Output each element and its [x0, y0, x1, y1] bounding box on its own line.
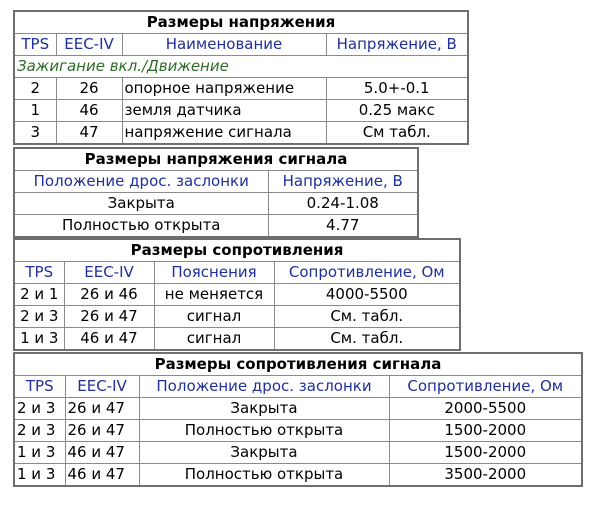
header-tps: TPS	[14, 262, 64, 284]
header-eec: EEC-IV	[56, 34, 122, 56]
cell-voltage: 5.0+-0.1	[326, 78, 468, 100]
cell-resistance: 3500-2000	[389, 464, 582, 487]
cell-notes: не меняется	[154, 284, 274, 306]
cell-eec: 26 и 46	[64, 284, 154, 306]
header-resistance: Сопротивление, Ом	[389, 376, 582, 398]
cell-tps: 3	[14, 122, 56, 145]
cell-throttle-position: Закрыта	[139, 398, 389, 420]
cell-notes: сигнал	[154, 306, 274, 328]
cell-tps: 2 и 3	[14, 420, 65, 442]
table-row	[14, 464, 582, 487]
header-voltage: Напряжение, В	[326, 34, 468, 56]
cell-eec: 26	[56, 78, 122, 100]
table-title: Размеры напряжения	[14, 11, 468, 34]
cell-resistance: 1500-2000	[389, 420, 582, 442]
table-header-row	[14, 171, 418, 193]
table-row	[14, 193, 418, 215]
cell-tps: 2 и 3	[14, 306, 64, 328]
cell-throttle-position: Полностью открыта	[139, 420, 389, 442]
cell-throttle-position: Закрыта	[14, 193, 268, 215]
table-header-row	[14, 262, 460, 284]
table-row	[14, 398, 582, 420]
voltage-table	[13, 10, 469, 145]
table-row	[14, 100, 468, 122]
table-title-row	[14, 353, 582, 376]
header-tps: TPS	[14, 376, 65, 398]
table-title-row	[14, 148, 418, 171]
cell-name: напряжение сигнала	[122, 122, 326, 145]
table-row	[14, 215, 418, 238]
table-subheader-row	[14, 56, 468, 78]
table-title: Размеры напряжения сигнала	[14, 148, 418, 171]
header-notes: Пояснения	[154, 262, 274, 284]
cell-throttle-position: Закрыта	[139, 442, 389, 464]
table-title: Размеры сопротивления	[14, 239, 460, 262]
cell-resistance: 1500-2000	[389, 442, 582, 464]
condition-label: Зажигание вкл./Движение	[14, 56, 468, 78]
signal-voltage-table	[13, 147, 419, 238]
cell-eec: 26 и 47	[65, 398, 139, 420]
cell-voltage: См табл.	[326, 122, 468, 145]
table-header-row	[14, 376, 582, 398]
cell-tps: 2	[14, 78, 56, 100]
cell-voltage: 0.24-1.08	[268, 193, 418, 215]
cell-tps: 1 и 3	[14, 442, 65, 464]
table-row	[14, 306, 460, 328]
table-header-row	[14, 34, 468, 56]
cell-eec: 26 и 47	[65, 420, 139, 442]
cell-eec: 46	[56, 100, 122, 122]
table-title: Размеры сопротивления сигнала	[14, 353, 582, 376]
cell-name: земля датчика	[122, 100, 326, 122]
table-title-row	[14, 11, 468, 34]
cell-eec: 46 и 47	[65, 464, 139, 487]
header-name: Наименование	[122, 34, 326, 56]
table-row	[14, 78, 468, 100]
cell-resistance: См. табл.	[274, 328, 460, 351]
table-row	[14, 284, 460, 306]
cell-voltage: 0.25 макс	[326, 100, 468, 122]
table-row	[14, 328, 460, 351]
cell-voltage: 4.77	[268, 215, 418, 238]
cell-tps: 1 и 3	[14, 464, 65, 487]
header-throttle-position: Положение дрос. заслонки	[14, 171, 268, 193]
header-tps: TPS	[14, 34, 56, 56]
cell-notes: сигнал	[154, 328, 274, 351]
table-row	[14, 122, 468, 145]
signal-resistance-table	[13, 352, 583, 487]
cell-eec: 47	[56, 122, 122, 145]
cell-eec: 26 и 47	[64, 306, 154, 328]
cell-resistance: 2000-5500	[389, 398, 582, 420]
table-row	[14, 442, 582, 464]
cell-throttle-position: Полностью открыта	[139, 464, 389, 487]
cell-resistance: См. табл.	[274, 306, 460, 328]
header-eec: EEC-IV	[64, 262, 154, 284]
cell-eec: 46 и 47	[65, 442, 139, 464]
cell-throttle-position: Полностью открыта	[14, 215, 268, 238]
cell-tps: 2 и 1	[14, 284, 64, 306]
header-resistance: Сопротивление, Ом	[274, 262, 460, 284]
cell-tps: 2 и 3	[14, 398, 65, 420]
table-title-row	[14, 239, 460, 262]
cell-eec: 46 и 47	[64, 328, 154, 351]
header-voltage: Напряжение, В	[268, 171, 418, 193]
cell-tps: 1	[14, 100, 56, 122]
cell-tps: 1 и 3	[14, 328, 64, 351]
header-eec: EEC-IV	[65, 376, 139, 398]
resistance-table	[13, 238, 461, 351]
table-row	[14, 420, 582, 442]
cell-name: опорное напряжение	[122, 78, 326, 100]
cell-resistance: 4000-5500	[274, 284, 460, 306]
header-throttle-position: Положение дрос. заслонки	[139, 376, 389, 398]
